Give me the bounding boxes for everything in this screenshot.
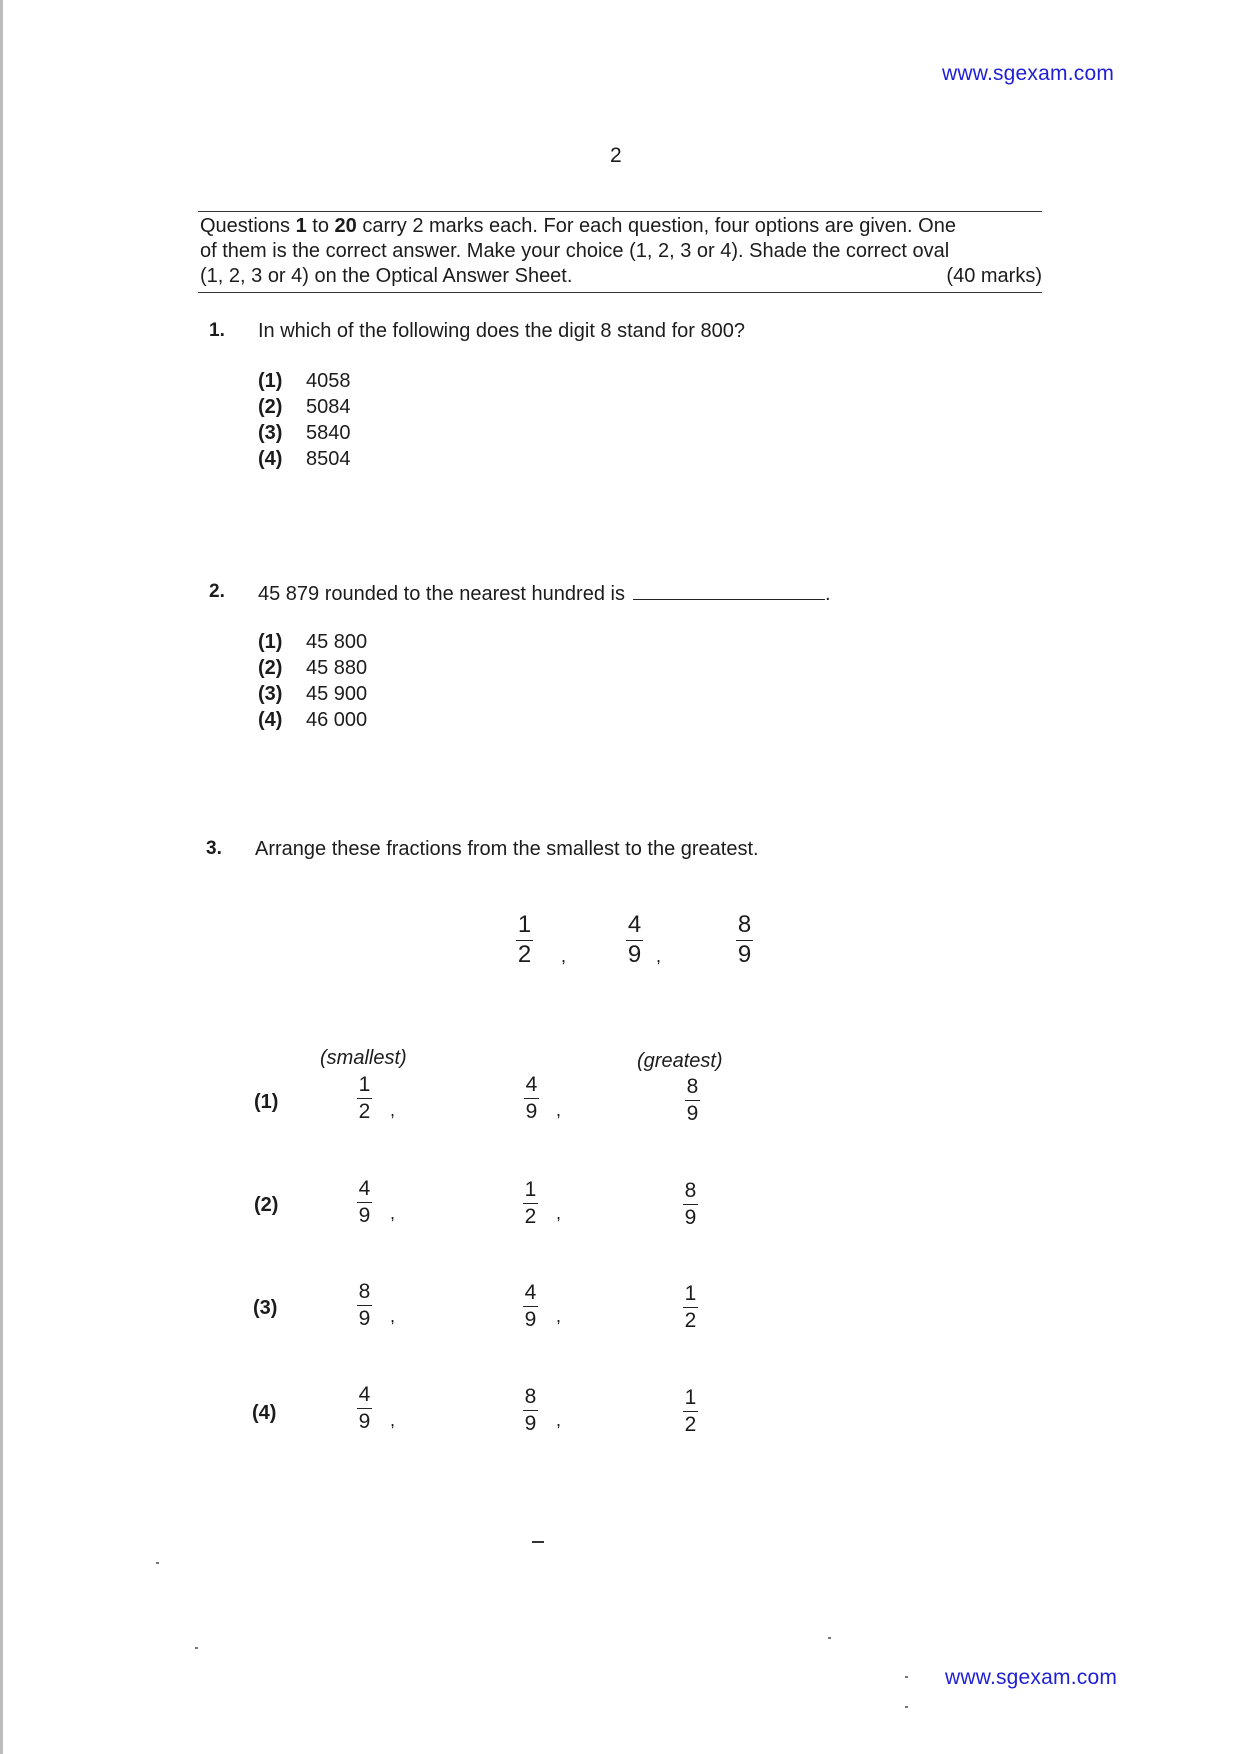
given-fraction-1 <box>516 912 533 968</box>
denominator: 9 <box>358 1204 371 1227</box>
fraction-bar <box>523 1306 538 1307</box>
smallest-label: (smallest) <box>320 1047 407 1069</box>
fraction-bar <box>357 1408 372 1409</box>
answer-blank <box>633 581 825 600</box>
comma: , <box>656 946 662 966</box>
comma: , <box>556 1410 562 1430</box>
denominator: 9 <box>684 1206 697 1229</box>
instructions-text: to <box>306 215 335 237</box>
numerator: 1 <box>517 911 532 938</box>
option-value: 5084 <box>306 396 351 418</box>
option-4-fraction-3 <box>683 1386 698 1436</box>
option-2-fraction-1 <box>357 1177 372 1227</box>
option-value: 4058 <box>306 370 351 392</box>
question-1-option-3 <box>258 420 351 446</box>
option-value: 5840 <box>306 422 351 444</box>
scan-left-edge <box>0 0 3 1754</box>
option-label: (2) <box>258 396 283 418</box>
fraction-bar <box>683 1307 698 1308</box>
option-label: (1) <box>258 631 283 653</box>
instructions-last-question: 20 <box>334 215 357 237</box>
comma: , <box>390 1100 396 1120</box>
question-2-option-4 <box>258 707 367 733</box>
question-1-text: In which of the following does the digit 8 stand for 800? <box>258 320 745 342</box>
option-label: (3) <box>258 683 283 705</box>
instructions-text: Questions <box>200 215 296 237</box>
option-label: (1) <box>258 370 283 392</box>
question-3-number: 3. <box>206 838 222 859</box>
greatest-label: (greatest) <box>637 1050 723 1072</box>
numerator: 4 <box>627 911 642 938</box>
question-3-option-3-label: (3) <box>253 1297 278 1319</box>
denominator: 9 <box>358 1410 371 1433</box>
question-2-options <box>258 629 367 733</box>
option-2-fraction-2 <box>523 1178 538 1228</box>
question-1-option-2 <box>258 394 351 420</box>
instructions-text: (1, 2, 3 or 4) on the Optical Answer Sheet. <box>200 265 573 287</box>
numerator: 8 <box>686 1075 699 1098</box>
comma: , <box>556 1306 562 1326</box>
comma: , <box>390 1306 396 1326</box>
numerator: 8 <box>524 1385 537 1408</box>
scan-speck <box>905 1676 908 1678</box>
scan-speck <box>828 1637 831 1639</box>
comma: , <box>561 946 567 966</box>
total-marks: (40 marks) <box>946 265 1042 287</box>
given-fraction-3 <box>736 912 753 968</box>
denominator: 2 <box>517 941 532 968</box>
instructions-line-2: of them is the correct answer. Make your choice (1, 2, 3 or 4). Shade the correct oval <box>200 240 950 262</box>
question-2-end: . <box>824 583 831 605</box>
numerator: 1 <box>358 1073 371 1096</box>
fraction-bar <box>523 1410 538 1411</box>
fraction-bar <box>524 1098 539 1099</box>
option-value: 46 000 <box>306 709 368 731</box>
option-value: 45 800 <box>306 631 368 653</box>
question-2-option-2 <box>258 655 367 681</box>
numerator: 1 <box>684 1282 697 1305</box>
denominator: 2 <box>684 1413 697 1436</box>
option-3-fraction-3 <box>683 1282 698 1332</box>
fraction-bar <box>683 1411 698 1412</box>
comma: , <box>556 1100 562 1120</box>
given-fraction-2 <box>626 912 643 968</box>
question-2-option-1 <box>258 629 367 655</box>
option-2-fraction-3 <box>683 1179 698 1229</box>
option-1-fraction-3 <box>685 1075 700 1125</box>
comma: , <box>556 1203 562 1223</box>
fraction-bar <box>357 1305 372 1306</box>
question-2-text: 45 879 rounded to the nearest hundred is <box>258 583 625 605</box>
question-2-stem <box>258 581 831 606</box>
question-1-options <box>258 368 351 472</box>
option-3-fraction-1 <box>357 1280 372 1330</box>
instructions-line-1 <box>200 214 1042 239</box>
option-label: (4) <box>258 448 283 470</box>
instructions-line-3 <box>200 264 1042 289</box>
footer-website-link[interactable]: www.sgexam.com <box>945 1666 1118 1689</box>
denominator: 9 <box>627 941 642 968</box>
numerator: 1 <box>684 1386 697 1409</box>
option-1-fraction-1 <box>357 1073 372 1123</box>
numerator: 4 <box>525 1073 538 1096</box>
denominator: 9 <box>358 1307 371 1330</box>
option-value: 45 880 <box>306 657 368 679</box>
denominator: 9 <box>524 1412 537 1435</box>
option-label: (2) <box>258 657 283 679</box>
question-3-option-2-label: (2) <box>254 1194 279 1216</box>
denominator: 9 <box>525 1100 538 1123</box>
instructions-first-question: 1 <box>295 215 307 237</box>
question-1-number: 1. <box>209 320 225 341</box>
fraction-bar <box>357 1202 372 1203</box>
numerator: 4 <box>358 1383 371 1406</box>
option-3-fraction-2 <box>523 1281 538 1331</box>
question-2-number: 2. <box>209 581 225 602</box>
option-4-fraction-1 <box>357 1383 372 1433</box>
instructions-text: carry 2 marks each. For each question, four options are given. One <box>356 215 956 237</box>
numerator: 4 <box>358 1177 371 1200</box>
question-2-option-3 <box>258 681 367 707</box>
comma: , <box>390 1410 396 1430</box>
instructions-box <box>198 211 1042 293</box>
option-label: (3) <box>258 422 283 444</box>
question-1-option-1 <box>258 368 351 394</box>
scan-speck <box>905 1706 908 1708</box>
question-3-text: Arrange these fractions from the smallest to the greatest. <box>255 838 759 860</box>
question-3-option-1-label: (1) <box>254 1091 279 1113</box>
comma: , <box>390 1203 396 1223</box>
page-number: 2 <box>610 144 622 167</box>
option-4-fraction-2 <box>523 1385 538 1435</box>
denominator: 2 <box>684 1309 697 1332</box>
numerator: 8 <box>358 1280 371 1303</box>
denominator: 9 <box>524 1308 537 1331</box>
option-label: (4) <box>258 709 283 731</box>
numerator: 4 <box>524 1281 537 1304</box>
numerator: 8 <box>737 911 752 938</box>
scan-speck <box>156 1562 159 1564</box>
fraction-bar <box>523 1203 538 1204</box>
numerator: 8 <box>684 1179 697 1202</box>
option-value: 45 900 <box>306 683 368 705</box>
fraction-bar <box>357 1098 372 1099</box>
numerator: 1 <box>524 1178 537 1201</box>
question-3-option-4-label: (4) <box>252 1402 277 1424</box>
question-1-option-4 <box>258 446 351 472</box>
denominator: 2 <box>358 1100 371 1123</box>
scan-speck <box>195 1647 198 1649</box>
denominator: 9 <box>737 941 752 968</box>
option-value: 8504 <box>306 448 351 470</box>
header-website-link[interactable]: www.sgexam.com <box>942 62 1115 85</box>
option-1-fraction-2 <box>524 1073 539 1123</box>
fraction-bar <box>685 1100 700 1101</box>
denominator: 9 <box>686 1102 699 1125</box>
continuation-dash <box>532 1541 544 1543</box>
denominator: 2 <box>524 1205 537 1228</box>
fraction-bar <box>683 1204 698 1205</box>
